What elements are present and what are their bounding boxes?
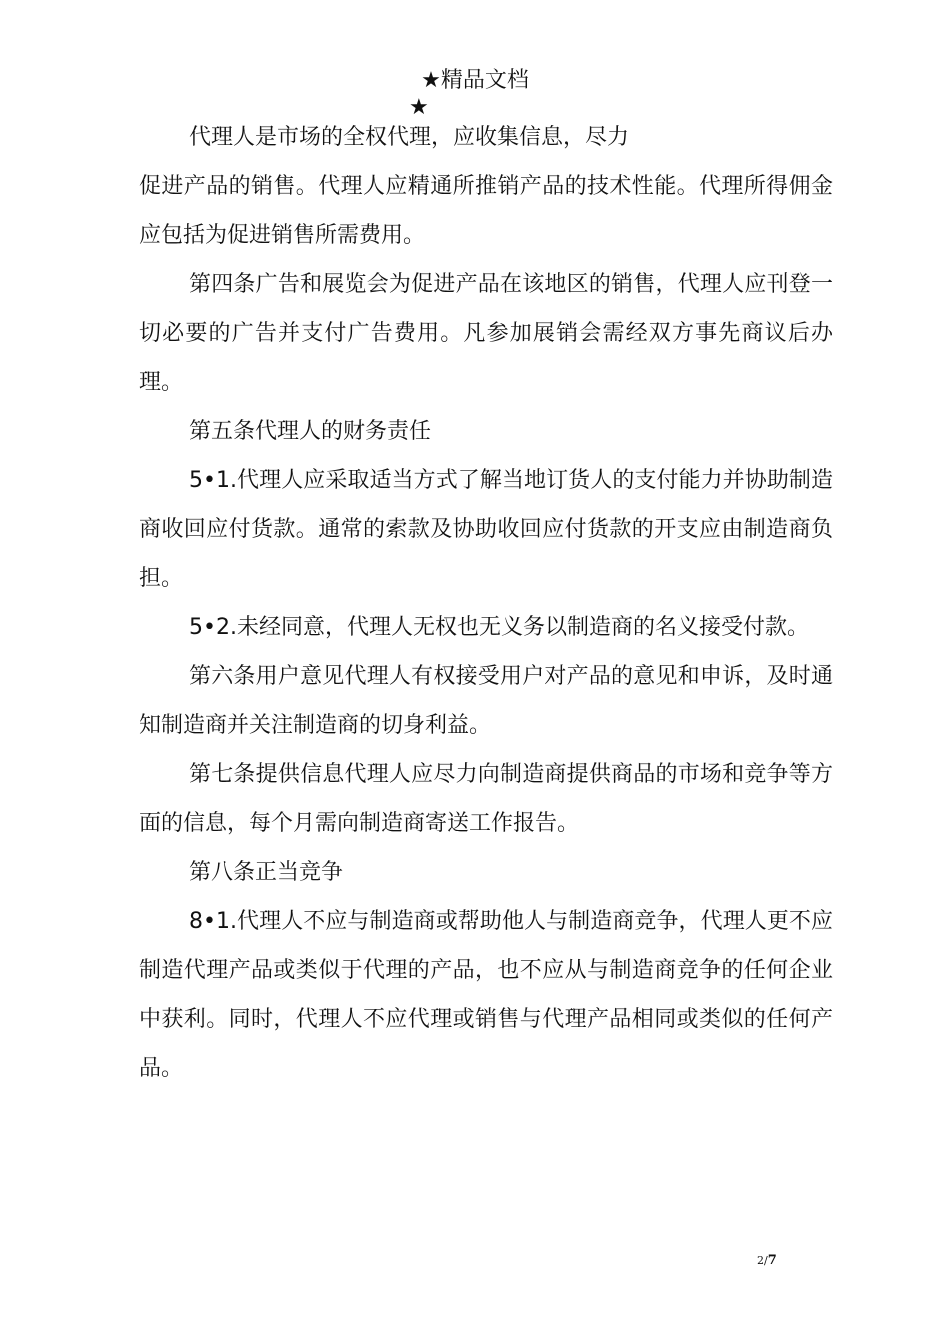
section-heading: 第八条正当竞争: [189, 860, 344, 885]
paragraph: 第七条提供信息代理人应尽力向制造商提供商品的市场和竞争等方面的信息，每个月需向制造商寄送工作报告。: [139, 762, 833, 836]
page-total: 7: [767, 1253, 777, 1268]
paragraph: 第四条广告和展览会为促进产品在该地区的销售，代理人应刊登一切必要的广告并支付广告费用。凡参加展销会需经双方事先商议后办理。: [139, 272, 833, 395]
document-body: [139, 113, 833, 1093]
paragraph: 5•1.代理人应采取适当方式了解当地订货人的支付能力并协助制造商收回应付货款。通常的索款及协助收回应付货款的开支应由制造商负担。: [139, 468, 833, 591]
section-heading: 第五条代理人的财务责任: [189, 419, 432, 444]
paragraph: 8•1.代理人不应与制造商或帮助他人与制造商竞争，代理人更不应制造代理产品或类似于代理的产品，也不应从与制造商竞争的任何企业中获利。同时，代理人不应代理或销售与代理产品相同或类似的任何产品。: [139, 909, 833, 1081]
page-number: [757, 1253, 777, 1268]
paragraph: 第六条用户意见代理人有权接受用户对产品的意见和申诉，及时通知制造商并关注制造商的切身利益。: [139, 664, 833, 738]
page-current: 2/: [757, 1254, 768, 1267]
paragraph: 代理人是市场的全权代理，应收集信息，尽力: [189, 125, 630, 150]
paragraph: 5•2.未经同意，代理人无权也无义务以制造商的名义接受付款。: [189, 615, 809, 640]
paragraph: 促进产品的销售。代理人应精通所推销产品的技术性能。代理所得佣金应包括为促进销售所需费用。: [139, 174, 833, 248]
header-star-icon: ★: [409, 95, 429, 120]
header-title: ★精品文档: [421, 68, 529, 93]
document-header: [0, 66, 950, 96]
